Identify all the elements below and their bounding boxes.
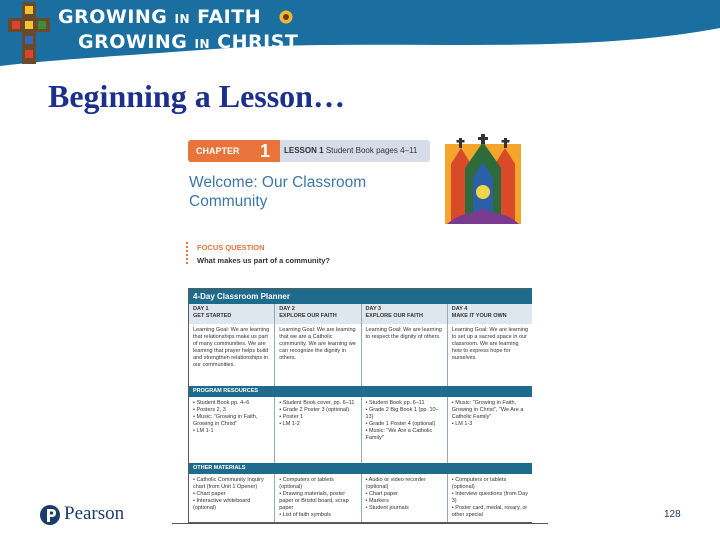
cross-logo-icon xyxy=(6,0,54,66)
day-header: DAY 3 EXPLORE OUR FAITH xyxy=(362,304,448,324)
other-materials-header: OTHER MATERIALS xyxy=(189,463,532,474)
lesson-title: Welcome: Our Classroom Community xyxy=(189,174,367,210)
material-cell: • Catholic Community Inquiry chart (from Unit 1 Opener) • Chart paper • Interactive whiteboard (optional) xyxy=(189,474,275,522)
focus-question: What makes us part of a community? xyxy=(197,256,330,265)
focus-question-label: FOCUS QUESTION xyxy=(197,243,265,252)
learning-goal-row xyxy=(189,324,532,386)
day-header: DAY 2 EXPLORE OUR FAITH xyxy=(275,304,361,324)
lesson-info xyxy=(284,146,417,155)
learning-goal-cell: Learning Goal: We are learning to set up a sacred space in our classroom. We are learning how to express hope for ourselves. xyxy=(451,327,529,361)
page-number: 128 xyxy=(664,509,681,520)
material-cell: • Audio or video recorder (optional) • Chart paper • Markers • Student journals xyxy=(362,474,448,522)
program-resources-header: PROGRAM RESOURCES xyxy=(189,386,532,397)
pearson-logo-icon xyxy=(40,503,60,527)
header-banner xyxy=(0,0,720,68)
chapter-bar xyxy=(188,140,430,162)
resource-cell: • Student Book pp. 4–6 • Posters 2, 3 • Music: "Growing in Faith, Growing in Christ" • LM 1-1 xyxy=(189,397,275,463)
learning-goal-cell: Learning Goal: We are learning that we are a Catholic community. We are learning we can recognize the dignity in others. xyxy=(275,324,361,386)
focus-dots xyxy=(186,242,192,264)
learning-goal-cell: Learning Goal: We are learning that relationships make us part of many communities. We are learning that prayer helps build and strengthen relationships in our communities. xyxy=(189,324,275,386)
learning-goal-cell: Learning Goal: We are learning to respect the dignity of others. xyxy=(362,324,448,386)
chapter-tag xyxy=(188,140,280,162)
classroom-planner-table xyxy=(188,288,532,523)
resource-cell: • Music: "Growing in Faith, Growing in Christ", "We Are a Catholic Family" • LM 1-3 xyxy=(451,400,524,427)
day-header: DAY 4 MAKE IT YOUR OWN xyxy=(451,306,507,319)
day-header: DAY 1 GET STARTED xyxy=(189,304,275,324)
lesson-label: LESSON 1 xyxy=(284,146,324,155)
church-artwork-image xyxy=(443,134,523,226)
program-title: GROWING IN FAITH GROWING IN CHRIST xyxy=(58,6,299,53)
chapter-label: CHAPTER xyxy=(196,146,240,156)
program-resources-row xyxy=(189,397,532,463)
lesson-pages: Student Book pages 4–11 xyxy=(325,146,418,155)
planner-title: 4-Day Classroom Planner xyxy=(189,289,532,304)
slide-title: Beginning a Lesson… xyxy=(48,78,345,114)
day-header-row xyxy=(189,304,532,324)
sunflower-icon xyxy=(279,10,293,24)
resource-cell: • Student Book pp. 6–11 • Grade 2 Big Book 1 (pp. 10–13) • Grade 1 Poster 4 (optional) • Music: "We Are a Catholic Family" xyxy=(362,397,448,463)
publisher-name: Pearson xyxy=(64,503,125,524)
chapter-number: 1 xyxy=(260,141,271,161)
material-cell: • Computers or tablets (optional) • Drawing materials, poster paper or Bristol board, scrap paper • List of faith symbols xyxy=(275,474,361,522)
resource-cell: • Student Book cover, pp. 6–11 • Grade 2 Poster 3 (optional) • Poster 1 • LM 1-2 xyxy=(275,397,361,463)
footer-rule xyxy=(172,523,548,524)
other-materials-row xyxy=(189,474,532,522)
material-cell: • Computers or tablets (optional) • Interview questions (from Day 3) • Poster card, medal, rosary, or other special xyxy=(451,477,528,518)
